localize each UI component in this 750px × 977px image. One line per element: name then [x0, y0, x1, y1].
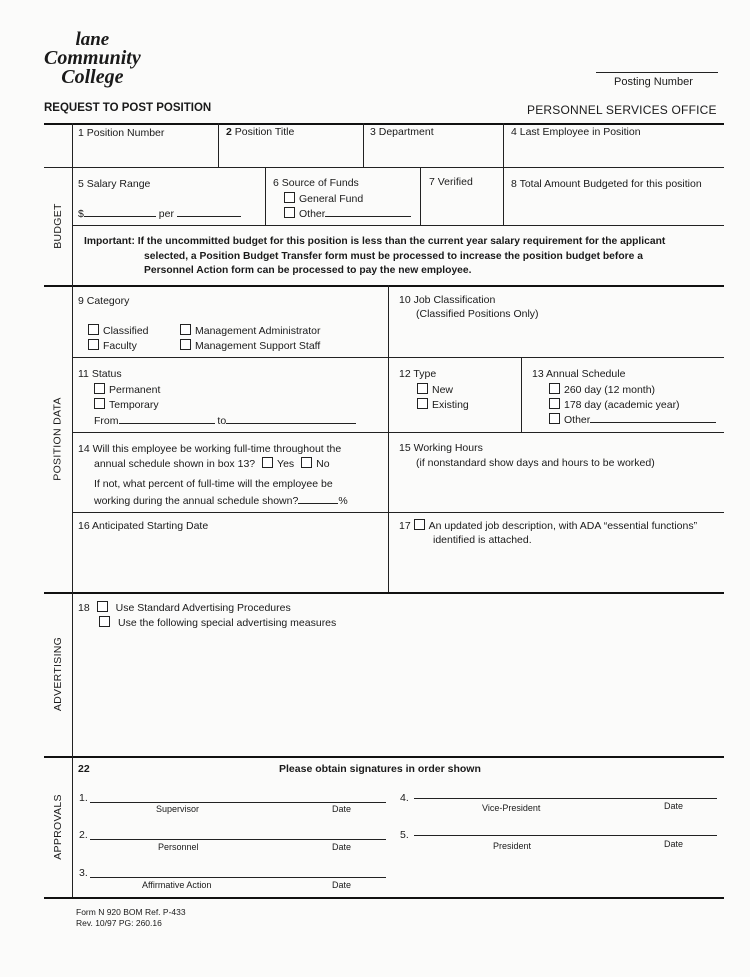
- section-label-approvals: APPROVALS: [52, 793, 64, 860]
- last-employee-field[interactable]: 4 Last Employee in Position: [511, 126, 641, 138]
- type-existing-checkbox[interactable]: Existing: [417, 398, 469, 411]
- affirmative-action-signature-line[interactable]: [90, 877, 386, 878]
- general-fund-checkbox[interactable]: General Fund: [284, 192, 363, 205]
- date-label: Date: [664, 801, 684, 811]
- signature-number: 4.: [400, 792, 409, 804]
- verified-field[interactable]: 7 Verified: [429, 176, 473, 188]
- college-logo-line2: Community: [44, 47, 141, 69]
- classified-checkbox[interactable]: Classified: [88, 324, 149, 337]
- anticipated-start-date-field[interactable]: 16 Anticipated Starting Date: [78, 520, 209, 532]
- full-time-question-line2: annual schedule shown in box 13? Yes No: [94, 458, 330, 470]
- type-new-checkbox[interactable]: New: [417, 383, 453, 396]
- supervisor-label: Supervisor: [156, 804, 200, 814]
- salary-range-label: 5 Salary Range: [78, 178, 151, 190]
- faculty-checkbox[interactable]: Faculty: [88, 339, 137, 352]
- job-classification-field[interactable]: 10 Job Classification: [399, 294, 496, 306]
- special-advertising-text-area[interactable]: [78, 632, 718, 750]
- full-time-question: 14 Will this employee be working full-time throughout the: [78, 443, 342, 455]
- divider: [72, 225, 724, 226]
- temporary-dates-field[interactable]: From to: [94, 413, 356, 427]
- working-hours-field[interactable]: 15 Working Hours: [399, 442, 483, 454]
- divider: [521, 357, 522, 432]
- job-description-checkbox[interactable]: 17 An updated job description, with ADA “essential functions”: [399, 520, 698, 532]
- form-revision: Rev. 10/97 PG: 260.16: [76, 918, 162, 928]
- date-label: Date: [664, 839, 684, 849]
- salary-range-field[interactable]: $ per: [78, 206, 241, 220]
- personnel-signature-line[interactable]: [90, 839, 386, 840]
- position-number-field[interactable]: 1 Position Number: [78, 127, 165, 139]
- divider: [503, 167, 504, 225]
- bottom-border: [44, 897, 724, 899]
- office-name: PERSONNEL SERVICES OFFICE: [527, 103, 717, 117]
- category-label: 9 Category: [78, 295, 130, 307]
- department-field[interactable]: 3 Department: [370, 126, 434, 138]
- president-label: President: [493, 841, 532, 851]
- special-advertising-checkbox[interactable]: Use the following special advertising measures: [99, 616, 336, 629]
- important-note: Important: If the uncommitted budget for this position is less than the current year salary requirement for the applicant: [84, 236, 666, 247]
- important-note-line3: Personnel Action form can be processed to pay the new employee.: [144, 265, 472, 276]
- form-title: REQUEST TO POST POSITION: [44, 102, 212, 114]
- divider: [72, 432, 724, 433]
- vice-president-label: Vice-President: [482, 803, 541, 813]
- top-border: [44, 123, 724, 125]
- divider: [44, 167, 724, 168]
- divider: [388, 285, 389, 592]
- section-label-column-border: [72, 123, 73, 897]
- posting-number-line[interactable]: [596, 72, 718, 73]
- signature-number: 2.: [79, 829, 88, 841]
- divider: [265, 167, 266, 225]
- section-label-budget: BUDGET: [52, 203, 64, 249]
- full-time-no-checkbox[interactable]: No: [297, 458, 329, 470]
- president-signature-line[interactable]: [414, 835, 717, 836]
- college-logo-line1: lane: [75, 29, 110, 50]
- standard-advertising-checkbox[interactable]: 18 Use Standard Advertising Procedures: [78, 602, 291, 614]
- signature-number: 5.: [400, 829, 409, 841]
- schedule-other-checkbox[interactable]: Other: [549, 412, 716, 426]
- divider: [363, 123, 364, 167]
- vice-president-signature-line[interactable]: [414, 798, 717, 799]
- divider: [503, 123, 504, 167]
- personnel-label: Personnel: [158, 842, 199, 852]
- signature-number: 1.: [79, 792, 88, 804]
- date-label: Date: [332, 880, 352, 890]
- management-support-staff-checkbox[interactable]: Management Support Staff: [180, 339, 320, 352]
- divider: [44, 285, 724, 287]
- permanent-checkbox[interactable]: Permanent: [94, 383, 160, 396]
- part-time-percent-field[interactable]: working during the annual schedule shown? %: [94, 495, 348, 507]
- posting-number-label: Posting Number: [614, 76, 693, 88]
- part-time-question: If not, what percent of full-time will the employee be: [94, 478, 333, 490]
- form-reference: Form N 920 BOM Ref. P-433: [76, 907, 186, 917]
- total-budgeted-field[interactable]: 8 Total Amount Budgeted for this position: [511, 178, 702, 190]
- other-fund-checkbox[interactable]: Other: [284, 206, 411, 220]
- divider: [44, 756, 724, 758]
- full-time-yes-checkbox[interactable]: Yes: [258, 458, 294, 470]
- divider: [72, 512, 724, 513]
- section-label-position-data: POSITION DATA: [52, 396, 64, 481]
- college-logo-line3: College: [61, 66, 124, 88]
- job-classification-note: (Classified Positions Only): [416, 308, 539, 320]
- approvals-number: 22: [78, 763, 90, 775]
- divider: [72, 357, 724, 358]
- divider: [218, 123, 219, 167]
- supervisor-signature-line[interactable]: [90, 802, 386, 803]
- job-description-note: identified is attached.: [433, 534, 532, 546]
- approvals-heading: Please obtain signatures in order shown: [279, 763, 481, 775]
- management-administrator-checkbox[interactable]: Management Administrator: [180, 324, 320, 337]
- section-label-advertising: ADVERTISING: [52, 636, 65, 712]
- divider: [44, 592, 724, 594]
- position-title-field[interactable]: 2 Position Title: [226, 126, 295, 138]
- schedule-260-day-checkbox[interactable]: 260 day (12 month): [549, 383, 655, 396]
- status-label: 11 Status: [78, 368, 122, 380]
- signature-number: 3.: [79, 867, 88, 879]
- working-hours-note: (if nonstandard show days and hours to be worked): [416, 457, 655, 469]
- type-label: 12 Type: [399, 368, 437, 380]
- schedule-178-day-checkbox[interactable]: 178 day (academic year): [549, 398, 680, 411]
- affirmative-action-label: Affirmative Action: [142, 880, 212, 890]
- date-label: Date: [332, 804, 352, 814]
- temporary-checkbox[interactable]: Temporary: [94, 398, 159, 411]
- college-logo: [44, 30, 141, 87]
- source-of-funds-label: 6 Source of Funds: [273, 177, 359, 189]
- annual-schedule-label: 13 Annual Schedule: [532, 368, 626, 380]
- divider: [420, 167, 421, 225]
- date-label: Date: [332, 842, 352, 852]
- important-note-line2: selected, a Position Budget Transfer form must be processed to increase the position budget before a: [144, 251, 643, 262]
